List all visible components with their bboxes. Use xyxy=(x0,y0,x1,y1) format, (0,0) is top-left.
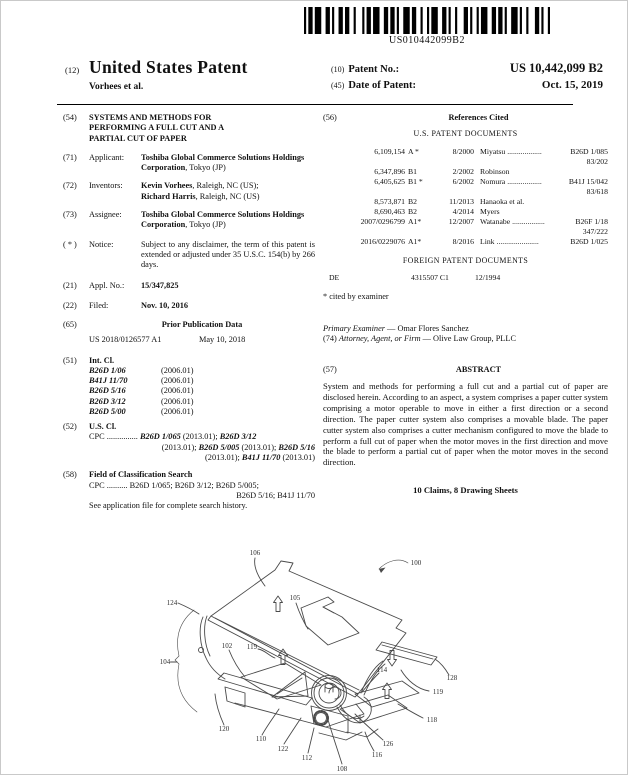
cpc-run: (2013.01); xyxy=(239,442,279,452)
ref-dots: ................. xyxy=(512,217,545,227)
ref-number: 2016/0229076 xyxy=(360,237,405,247)
applicant-value xyxy=(141,153,315,174)
ref-kind: B1 * xyxy=(408,177,423,187)
figure-callout: 126 xyxy=(382,740,394,748)
field-search-heading: Field of Classification Search xyxy=(89,470,193,480)
cpc-line-3 xyxy=(89,453,315,463)
ref-class: B26D 1/085 xyxy=(570,147,608,157)
cpc-class: B26D 1/065 xyxy=(139,432,181,442)
ref-date: 8/2000 xyxy=(452,147,474,157)
cpc-class: B26D 3/12 xyxy=(219,432,257,442)
references-cited-heading: References Cited xyxy=(448,113,509,122)
applicant-label: Applicant: xyxy=(89,152,125,162)
section-71-num: (71) xyxy=(63,152,77,162)
section-72-num: (72) xyxy=(63,181,77,191)
ref-kind: A * xyxy=(408,147,419,157)
cpc-line-1 xyxy=(89,432,315,442)
reference-row xyxy=(323,167,608,177)
ref-number: 2007/0296799 xyxy=(360,217,405,227)
ref-name: Myers xyxy=(480,207,500,217)
dash: — xyxy=(384,324,398,334)
int-cl-code: B26D 1/06 xyxy=(89,365,126,375)
figure-callout: 104 xyxy=(159,658,171,666)
ref-name: Nomura xyxy=(480,177,506,187)
inventors-value xyxy=(141,181,315,202)
int-cl-row xyxy=(89,397,315,407)
assignee-value xyxy=(141,210,315,231)
int-cl-date: (2006.01) xyxy=(161,386,194,396)
leader-lines xyxy=(171,558,450,764)
ref-class: B26D 1/025 xyxy=(570,237,608,247)
attorney-firm-name: Olive Law Group, PLLC xyxy=(433,334,516,344)
section-71 xyxy=(63,153,315,174)
section-65 xyxy=(63,320,315,346)
section-21 xyxy=(63,281,315,291)
applicant-location: , Tokyo (JP) xyxy=(185,163,226,173)
ref-number: 8,573,871 xyxy=(374,197,405,207)
kind-code-12: (12) xyxy=(65,65,80,75)
assignee-name: Toshiba Global Commerce Solutions Holdings Corporation xyxy=(141,209,305,230)
cpc-class: B26D 5/16 xyxy=(278,442,315,452)
cpc-run: (2013.01); xyxy=(161,442,199,452)
page-title: United States Patent xyxy=(89,57,248,77)
primary-examiner-label: Primary Examiner xyxy=(323,324,385,334)
ref-kind: A1* xyxy=(408,237,422,247)
int-cl-code: B26D 5/00 xyxy=(89,406,126,416)
figure-callout: 120 xyxy=(218,725,230,733)
code-10: (10) xyxy=(331,65,345,74)
int-cl-row xyxy=(89,376,315,386)
claims-line: 10 Claims, 8 Drawing Sheets xyxy=(413,485,518,496)
attorney-line xyxy=(323,334,608,344)
section-notice xyxy=(63,240,315,271)
cpc-run: CPC ............... xyxy=(89,432,140,442)
inventors-line: Vorhees et al. xyxy=(89,82,144,92)
section-51 xyxy=(63,356,315,418)
assignee-location: , Tokyo (JP) xyxy=(185,220,226,230)
ref-class-cont: 83/618 xyxy=(586,187,608,197)
foreign-date: 12/1994 xyxy=(475,272,501,282)
ref-kind: B2 xyxy=(408,197,417,207)
filed-label: Filed: xyxy=(89,300,109,310)
header-right xyxy=(331,61,603,94)
section-notice-num: ( * ) xyxy=(63,239,77,249)
inventor-1-name: Kevin Vorhees xyxy=(141,181,193,191)
figure-callout: 108 xyxy=(336,765,348,773)
right-column xyxy=(323,113,608,496)
barcode-block xyxy=(304,7,550,46)
barcode xyxy=(304,7,550,34)
section-57 xyxy=(323,365,608,375)
prior-pub-date: May 10, 2018 xyxy=(199,335,246,345)
notice-label: Notice: xyxy=(89,239,114,249)
inventor-2-name: Richard Harris xyxy=(141,191,196,201)
abstract-text: System and methods for performing a full cut and a partial cut of paper are disclosed herein. According to an aspect, a system comprises a paper cutter system comprising a motor operable to move in either a first direction or a second direction. The paper cutter system also comprises a movable blade. The paper cutter system also comprises a cutter mechanism configured to move the blade to perform a full cut of paper when the motor moves in the first direction and move the blade to perform a partial cut of paper when the motor moves in the second direction. xyxy=(323,381,608,468)
figure-callout: 124 xyxy=(166,599,178,607)
section-21-num: (21) xyxy=(63,281,77,291)
patent-date-row xyxy=(331,79,603,91)
ref-class-cont: 347/222 xyxy=(582,227,608,237)
int-cl-row xyxy=(89,407,315,417)
patent-drawing-figure xyxy=(115,546,555,775)
foreign-reference-row xyxy=(323,273,608,283)
figure-callout: 100 xyxy=(410,559,422,567)
ref-date: 12/2007 xyxy=(448,217,474,227)
left-column xyxy=(63,113,315,511)
abstract-heading: ABSTRACT xyxy=(455,364,502,374)
patent-number-value: US 10,442,099 B2 xyxy=(509,61,603,75)
section-65-num: (65) xyxy=(63,319,77,329)
reference-row xyxy=(323,217,608,227)
ref-date: 4/2014 xyxy=(452,207,474,217)
int-cl-date: (2006.01) xyxy=(161,365,194,375)
notice-text: Subject to any disclaimer, the term of this patent is extended or adjusted under 35 U.S.C. 154(b) by 266 days. xyxy=(141,239,315,270)
cpc-class: B26D 5/005 xyxy=(198,442,240,452)
cpc-run: (2013.01) xyxy=(280,453,315,463)
field-search-line-2: B26D 5/16; B41J 11/70 xyxy=(236,490,315,500)
cpc-run: (2013.01); xyxy=(180,432,220,442)
ref-dots: .................. xyxy=(507,177,542,187)
section-52 xyxy=(63,422,315,463)
appl-no-value: 15/347,825 xyxy=(141,281,179,291)
ref-dots: ...................... xyxy=(496,237,539,247)
patent-number-row xyxy=(331,61,603,76)
field-search-line-3: See application file for complete search history. xyxy=(89,501,248,511)
cpc-class: B41J 11/70 xyxy=(241,453,281,463)
section-52-num: (52) xyxy=(63,422,77,432)
figure-callout: 116 xyxy=(371,751,383,759)
cpc-run: (2013.01); xyxy=(205,453,242,463)
section-73-num: (73) xyxy=(63,209,77,219)
figure-callout: 118 xyxy=(426,716,438,724)
ref-name: Hanaoka et al. xyxy=(480,197,525,207)
assignee-label: Assignee: xyxy=(89,209,122,219)
int-cl-row xyxy=(89,366,315,376)
section-22 xyxy=(63,301,315,311)
prior-pub-heading: Prior Publication Data xyxy=(161,319,243,329)
ref-class: B41J 15/042 xyxy=(568,177,608,187)
foreign-country: DE xyxy=(329,272,340,282)
section-56-num: (56) xyxy=(323,113,337,122)
ref-number: 6,405,625 xyxy=(374,177,405,187)
code-45: (45) xyxy=(331,81,345,90)
field-search-line-1: CPC .......... B26D 1/065; B26D 3/12; B26D 5/005; xyxy=(89,480,259,490)
ref-name: Robinson xyxy=(480,167,510,177)
figure-callout: 119 xyxy=(246,643,258,651)
ref-class-cont: 83/202 xyxy=(586,157,608,167)
foreign-number: 4315507 C1 xyxy=(411,272,449,282)
int-cl-date: (2006.01) xyxy=(161,396,194,406)
ref-number: 8,690,463 xyxy=(374,207,405,217)
patent-number-label: Patent No.: xyxy=(348,64,400,75)
patent-drawing xyxy=(115,546,555,775)
section-51-num: (51) xyxy=(63,355,77,365)
prior-pub-number: US 2018/0126577 A1 xyxy=(89,335,162,345)
figure-callout: 122 xyxy=(277,745,289,753)
int-cl-heading: Int. Cl. xyxy=(89,355,115,365)
ref-kind: B2 xyxy=(408,207,417,217)
ref-kind: B1 xyxy=(408,167,417,177)
patent-date-value: Oct. 15, 2019 xyxy=(541,79,603,91)
inventor-2-location: , Raleigh, NC (US) xyxy=(195,191,260,201)
int-cl-row xyxy=(89,386,315,396)
attorney-label: Attorney, Agent, or Firm xyxy=(338,334,421,344)
code-74: (74) xyxy=(323,334,339,344)
ref-kind: A1* xyxy=(408,217,422,227)
int-cl-code: B41J 11/70 xyxy=(89,376,128,386)
ref-dots: .................. xyxy=(507,147,542,157)
foreign-docs-heading: FOREIGN PATENT DOCUMENTS xyxy=(402,256,529,266)
figure-callout: 105 xyxy=(289,594,301,602)
cited-by-examiner: * cited by examiner xyxy=(323,291,389,301)
us-patent-docs-heading: U.S. PATENT DOCUMENTS xyxy=(413,129,518,139)
figure-callout: 106 xyxy=(249,549,261,557)
ref-class: B26F 1/18 xyxy=(575,217,608,227)
section-22-num: (22) xyxy=(63,300,77,310)
us-cl-heading: U.S. Cl. xyxy=(89,422,117,432)
ref-date: 11/2013 xyxy=(449,197,474,207)
applicant-name: Toshiba Global Commerce Solutions Holdings Corporation xyxy=(141,152,305,173)
ref-number: 6,109,154 xyxy=(374,147,405,157)
patent-date-label: Date of Patent: xyxy=(348,80,416,91)
ref-date: 8/2016 xyxy=(452,237,474,247)
section-54 xyxy=(63,113,315,144)
figure-callout: 119 xyxy=(432,688,444,696)
reference-row xyxy=(323,177,608,187)
header-divider xyxy=(57,104,573,105)
figure-callout: 102 xyxy=(221,642,233,650)
section-72 xyxy=(63,181,315,202)
primary-examiner-name: Omar Flores Sanchez xyxy=(397,324,469,334)
ref-name: Miyatsu xyxy=(480,147,506,157)
int-cl-date: (2006.01) xyxy=(161,376,194,386)
reference-row xyxy=(323,207,608,217)
ref-name: Watanabe xyxy=(480,217,511,227)
cpc-line-2 xyxy=(89,443,315,453)
reference-row xyxy=(323,237,608,247)
filed-value: Nov. 10, 2016 xyxy=(141,300,189,310)
us-references-table xyxy=(323,147,608,247)
figure-callout: 112 xyxy=(301,754,313,762)
inventors-label: Inventors: xyxy=(89,181,123,191)
ref-number: 6,347,896 xyxy=(374,167,405,177)
int-cl-date: (2006.01) xyxy=(161,406,194,416)
dash: — xyxy=(420,334,434,344)
figure-callouts xyxy=(160,549,458,773)
section-54-num: (54) xyxy=(63,113,77,122)
int-cl-code: B26D 3/12 xyxy=(89,396,126,406)
section-57-num: (57) xyxy=(323,364,337,374)
section-58 xyxy=(63,470,315,511)
barcode-text: US010442099B2 xyxy=(389,35,465,46)
appl-no-label: Appl. No.: xyxy=(89,281,125,291)
invention-title: SYSTEMS AND METHODS FOR PERFORMING A FULL CUT AND A PARTIAL CUT OF PAPER xyxy=(89,113,224,143)
figure-callout: 128 xyxy=(446,674,458,682)
prior-pub-row xyxy=(89,335,315,345)
ref-date: 6/2002 xyxy=(452,177,474,187)
primary-examiner-line xyxy=(323,324,608,334)
ref-date: 2/2002 xyxy=(452,167,474,177)
section-58-num: (58) xyxy=(63,470,77,480)
figure-callout: 114 xyxy=(376,666,388,674)
reference-row xyxy=(323,197,608,207)
int-cl-code: B26D 5/16 xyxy=(89,386,126,396)
section-73 xyxy=(63,210,315,231)
inventor-1-location: , Raleigh, NC (US); xyxy=(192,181,259,191)
ref-name: Link xyxy=(480,237,495,247)
reference-row xyxy=(323,147,608,157)
section-56 xyxy=(323,113,608,123)
figure-callout: 110 xyxy=(255,735,267,743)
